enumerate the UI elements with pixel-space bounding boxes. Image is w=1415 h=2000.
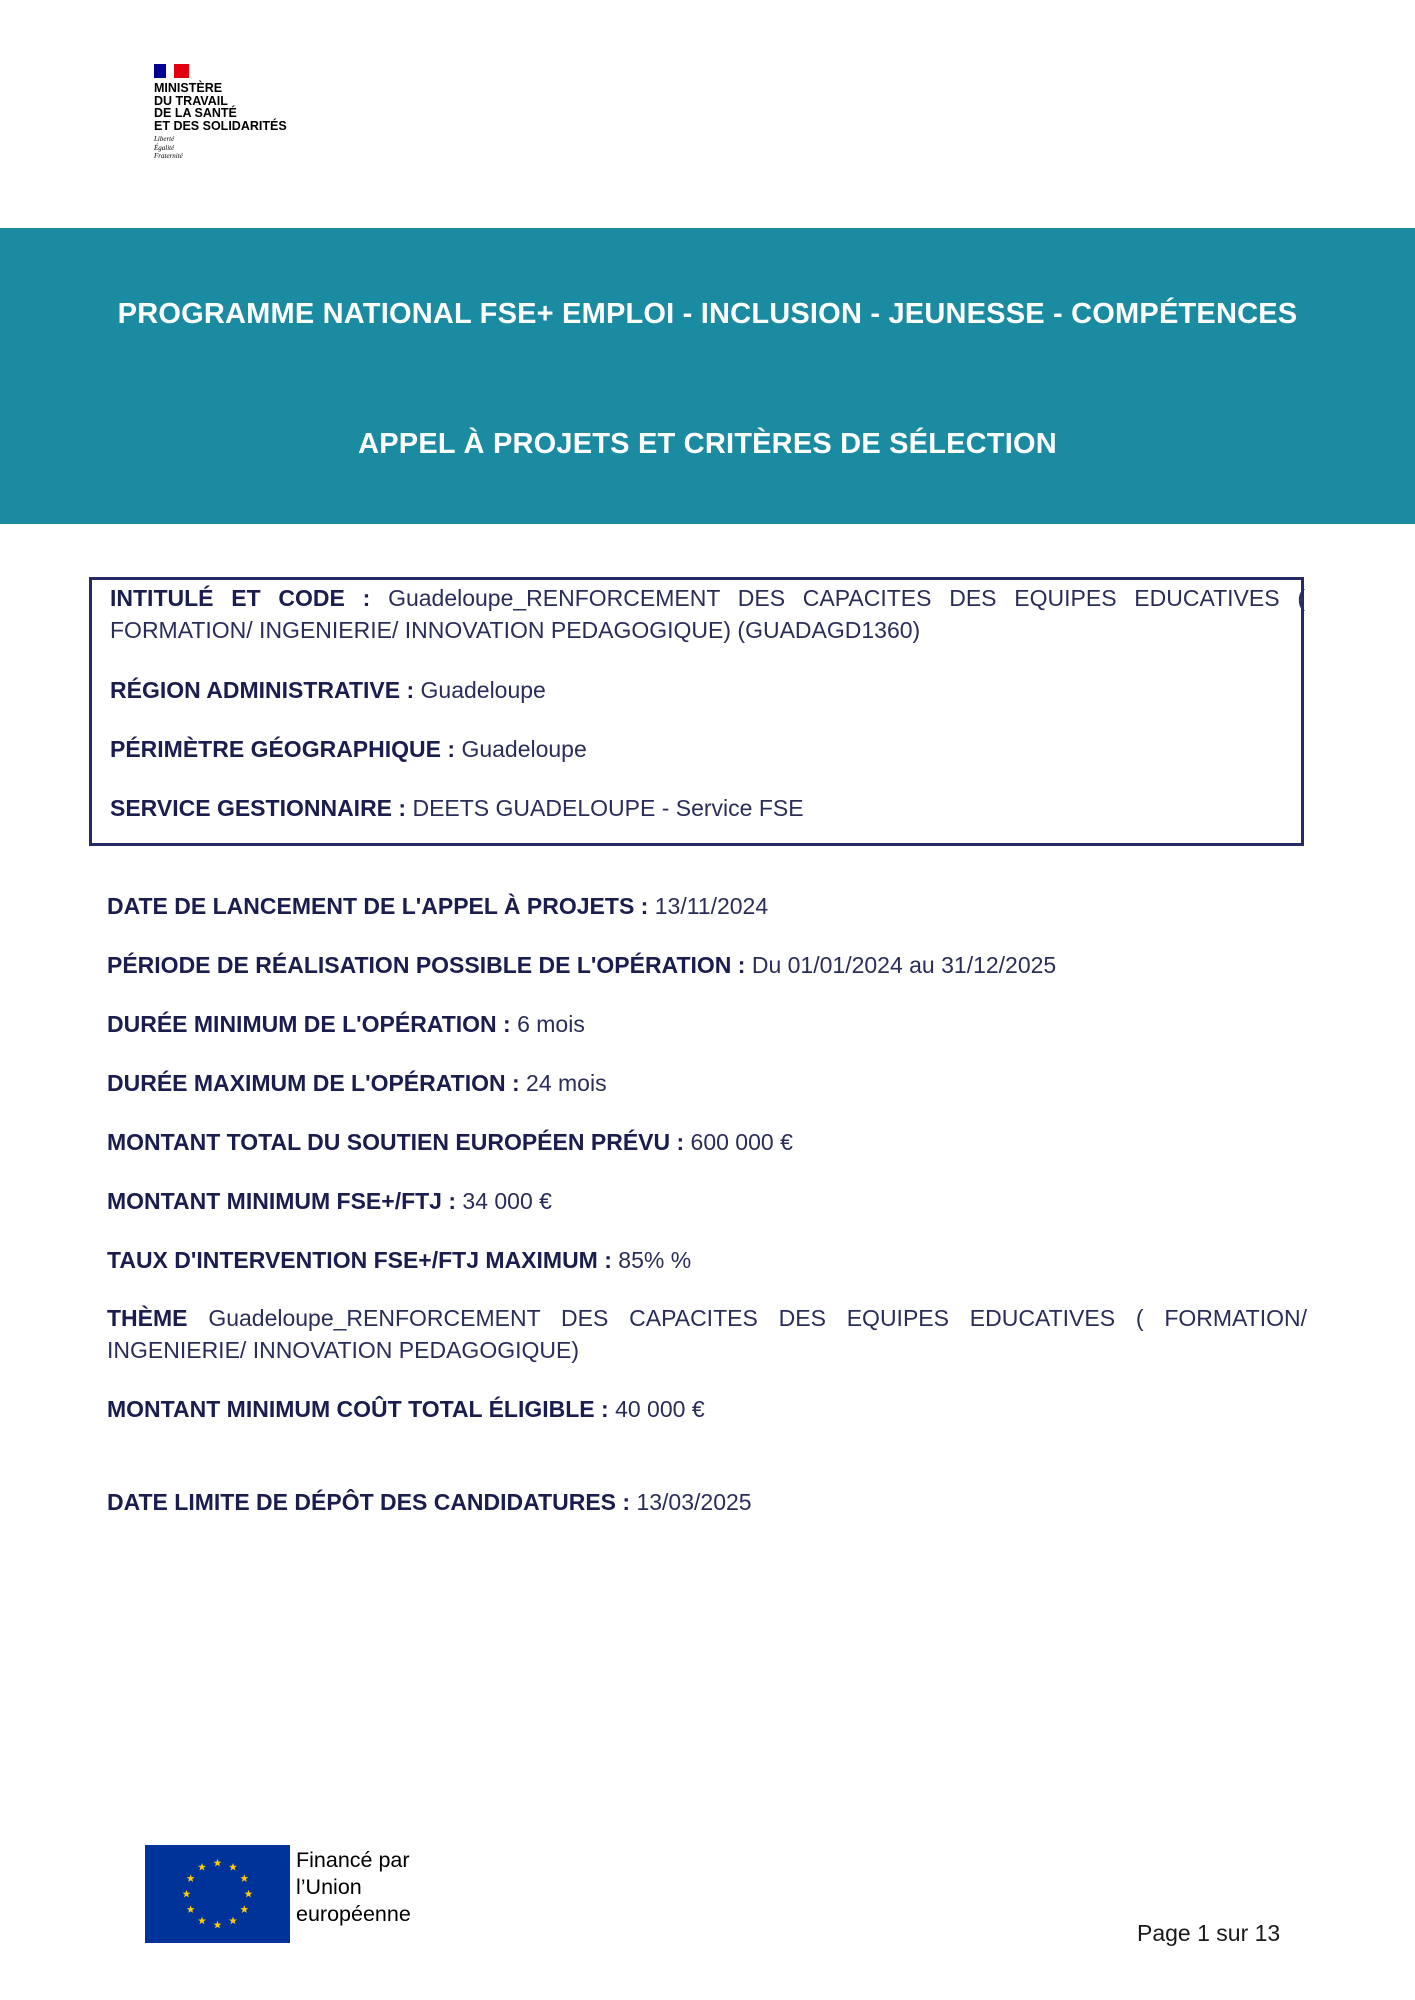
- page-number: Page 1 sur 13: [1137, 1920, 1281, 1946]
- motto-line: Égalité: [154, 143, 175, 152]
- date-lancement-field: [107, 890, 768, 922]
- montant-total-field: [107, 1126, 793, 1158]
- duree-max-field: [107, 1067, 607, 1099]
- title-banner: [0, 228, 1415, 524]
- theme-field: [107, 1302, 1307, 1366]
- ministry-name-line: DU TRAVAIL: [154, 93, 228, 108]
- intitule-field: [110, 582, 1305, 646]
- duree-max-label: DURÉE MAXIMUM DE L'OPÉRATION :: [107, 1070, 520, 1096]
- service-value: DEETS GUADELOUPE - Service FSE: [412, 795, 804, 821]
- eu-funding-text: [296, 1847, 411, 1928]
- intitule-value-1: Guadeloupe_RENFORCEMENT DES CAPACITES DES EQUIPES EDUCATIVES (: [388, 585, 1305, 611]
- theme-line-1: [107, 1302, 1307, 1334]
- date-limite-label: DATE LIMITE DE DÉPÔT DES CANDIDATURES :: [107, 1489, 631, 1515]
- date-limite-field: [107, 1486, 752, 1518]
- region-value: Guadeloupe: [420, 677, 546, 703]
- taux-label: TAUX D'INTERVENTION FSE+/FTJ MAXIMUM :: [107, 1247, 612, 1273]
- region-label: RÉGION ADMINISTRATIVE :: [110, 677, 415, 703]
- periode-value: Du 01/01/2024 au 31/12/2025: [751, 952, 1057, 978]
- perimetre-value: Guadeloupe: [461, 736, 587, 762]
- taux-value: 85% %: [618, 1247, 692, 1273]
- periode-label: PÉRIODE DE RÉALISATION POSSIBLE DE L'OPÉRATION :: [107, 952, 746, 978]
- service-label: SERVICE GESTIONNAIRE :: [110, 795, 407, 821]
- theme-value-2: INGENIERIE/ INNOVATION PEDAGOGIQUE): [107, 1337, 579, 1363]
- perimetre-field: [110, 733, 587, 765]
- program-title: PROGRAMME NATIONAL FSE+ EMPLOI - INCLUSION - JEUNESSE - COMPÉTENCES: [117, 298, 1298, 330]
- eu-text-line: européenne: [296, 1902, 411, 1926]
- date-limite-value: 13/03/2025: [636, 1489, 752, 1515]
- ministry-name-line: ET DES SOLIDARITÉS: [154, 118, 287, 133]
- ministry-logo: [154, 64, 314, 161]
- ministry-name-line: MINISTÈRE: [154, 81, 223, 95]
- montant-total-value: 600 000 €: [690, 1129, 793, 1155]
- duree-min-value: 6 mois: [517, 1011, 585, 1037]
- montant-min-fse-label: MONTANT MINIMUM FSE+/FTJ :: [107, 1188, 457, 1214]
- motto-line: Fraternité: [154, 152, 183, 160]
- cout-min-label: MONTANT MINIMUM COÛT TOTAL ÉLIGIBLE :: [107, 1396, 609, 1422]
- ministry-name: [154, 82, 314, 132]
- eu-flag-icon: [145, 1845, 290, 1943]
- periode-field: [107, 949, 1056, 981]
- theme-label: THÈME: [107, 1305, 188, 1331]
- ministry-name-line: DE LA SANTÉ: [154, 106, 237, 120]
- region-field: [110, 674, 546, 706]
- perimetre-label: PÉRIMÈTRE GÉOGRAPHIQUE :: [110, 736, 456, 762]
- date-lancement-value: 13/11/2024: [654, 893, 769, 919]
- montant-min-fse-value: 34 000 €: [462, 1188, 552, 1214]
- duree-min-label: DURÉE MINIMUM DE L'OPÉRATION :: [107, 1011, 511, 1037]
- republic-motto: [154, 135, 314, 161]
- call-title: APPEL À PROJETS ET CRITÈRES DE SÉLECTION: [358, 428, 1057, 460]
- duree-max-value: 24 mois: [526, 1070, 607, 1096]
- motto-line: Liberté: [154, 135, 175, 143]
- service-field: [110, 792, 804, 824]
- duree-min-field: [107, 1008, 585, 1040]
- eu-funding-logo: [145, 1845, 411, 1943]
- intitule-label: INTITULÉ ET CODE :: [110, 585, 371, 611]
- montant-min-fse-field: [107, 1185, 552, 1217]
- montant-total-label: MONTANT TOTAL DU SOUTIEN EUROPÉEN PRÉVU :: [107, 1129, 685, 1155]
- taux-field: [107, 1244, 691, 1276]
- cout-min-field: [107, 1393, 705, 1425]
- eu-text-line: l’Union: [296, 1875, 362, 1899]
- intitule-line-1: [110, 582, 1305, 614]
- intitule-value-2: FORMATION/ INGENIERIE/ INNOVATION PEDAGOGIQUE) (GUADAGD1360): [110, 617, 921, 643]
- french-flag-icon: [154, 64, 189, 78]
- cout-min-value: 40 000 €: [615, 1396, 705, 1422]
- eu-text-line: Financé par: [296, 1848, 410, 1872]
- date-lancement-label: DATE DE LANCEMENT DE L'APPEL À PROJETS :: [107, 893, 649, 919]
- theme-value-1: Guadeloupe_RENFORCEMENT DES CAPACITES DES EQUIPES EDUCATIVES ( FORMATION/: [208, 1305, 1307, 1331]
